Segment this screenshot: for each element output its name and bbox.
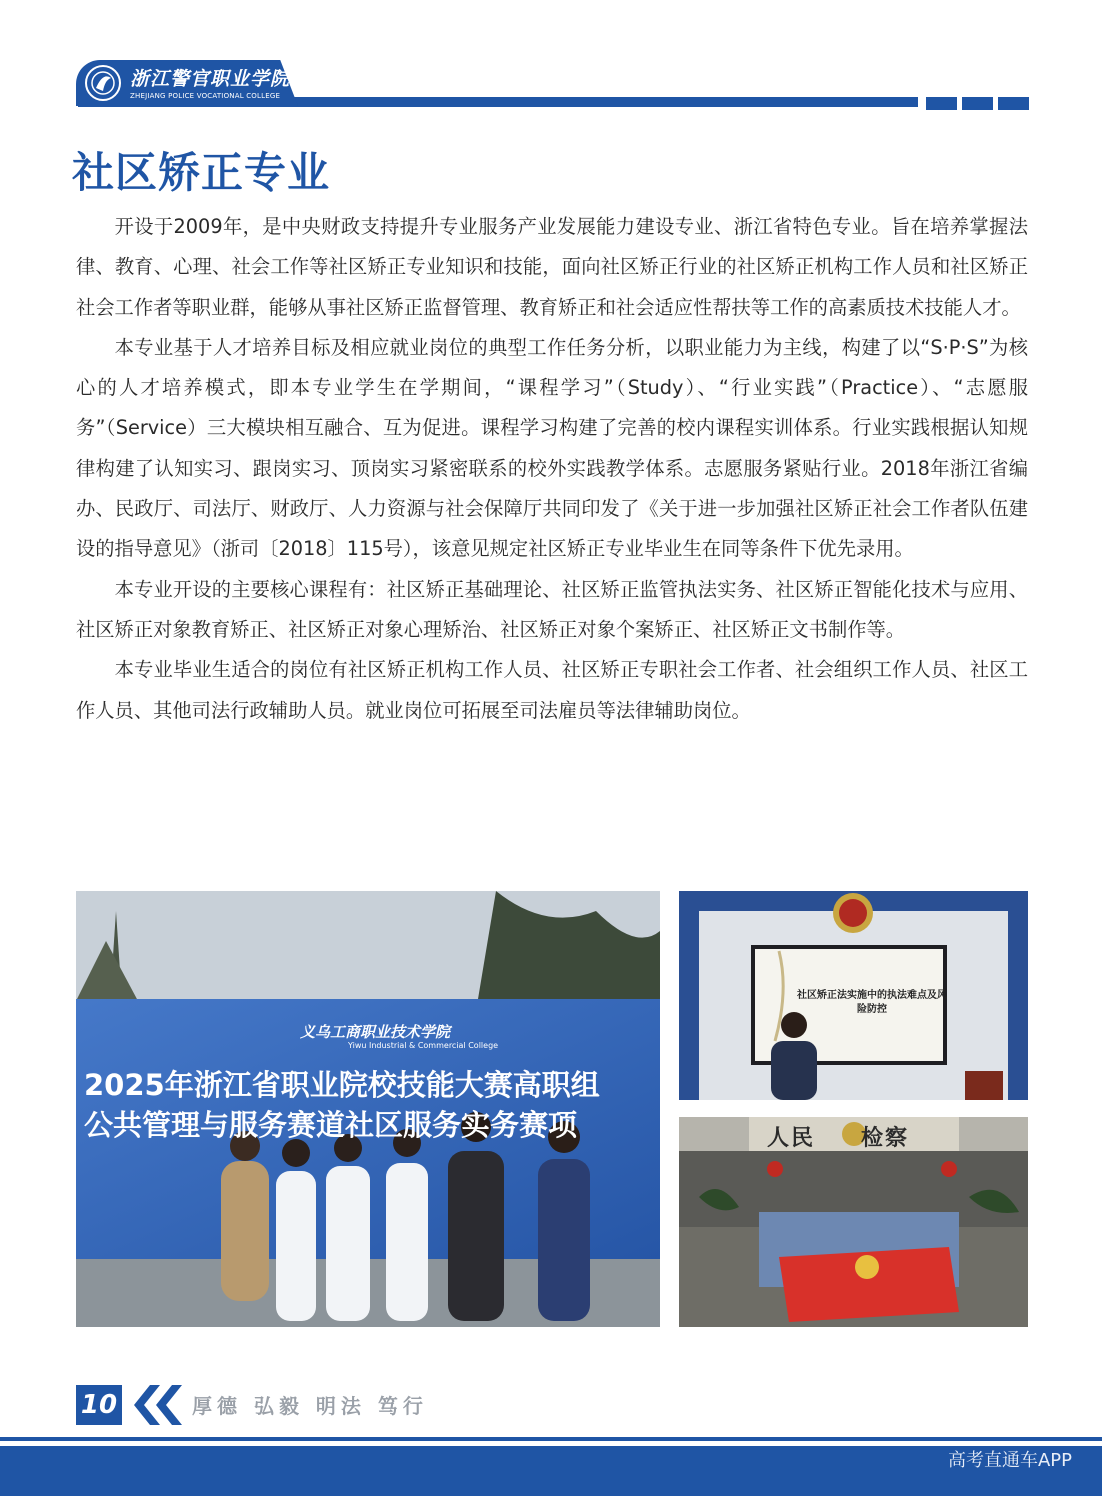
banner-title-line1: 2025年浙江省职业院校技能大赛高职组 xyxy=(84,1068,600,1102)
sign-text-left: 人民 xyxy=(767,1126,816,1151)
watermark: 高考直通车APP xyxy=(947,1450,1072,1471)
paragraph: 本专业开设的主要核心课程有：社区矫正基础理论、社区矫正监管执法实务、社区矫正智能化技术与应用、社区矫正对象教育矫正、社区矫正对象心理矫治、社区矫正对象个案矫正、社区矫正文书制作等。 xyxy=(76,577,1028,641)
header-school-name: 浙江警官职业学院 xyxy=(130,68,291,90)
banner-school-name: 义乌工商职业技术学院 xyxy=(300,1023,451,1041)
college-emblem-icon xyxy=(84,64,122,102)
footer-rule xyxy=(0,1437,1102,1441)
footer-bar xyxy=(0,1446,1102,1496)
header-school-name-en: ZHEJIANG POLICE VOCATIONAL COLLEGE xyxy=(130,92,281,100)
header-square xyxy=(962,97,993,110)
banner-school-name-en: Yiwu Industrial & Commercial College xyxy=(348,1041,499,1050)
page-number: 10 xyxy=(76,1385,122,1425)
motto: 厚德 弘毅 明法 笃行 xyxy=(192,1394,428,1418)
procuratorate-photo xyxy=(679,1117,1028,1327)
paragraph: 本专业毕业生适合的岗位有社区矫正机构工作人员、社区矫正专职社会工作者、社会组织工作人员、社区工作人员、其他司法行政辅助人员。就业岗位可拓展至司法雇员等法律辅助岗位。 xyxy=(76,658,1028,722)
page-title: 社区矫正专业 xyxy=(72,148,331,197)
double-chevron-left-icon xyxy=(128,1385,188,1425)
banner-title-line2: 公共管理与服务赛道社区服务实务赛项 xyxy=(84,1108,578,1142)
slide-title: 社区矫正法实施中的执法难点及风险防控 xyxy=(797,990,947,1015)
paragraph: 开设于2009年，是中央财政支持提升专业服务产业发展能力建设专业、浙江省特色专业。旨在培养掌握法律、教育、心理、社会工作等社区矫正专业知识和技能，面向社区矫正行业的社区矫正机构工作人员和社区矫正社会工作者等职业群，能够从事社区矫正监督管理、教育矫正和社会适应性帮扶等工作的高素质技术技能人才。 xyxy=(76,215,1028,319)
header-square xyxy=(926,97,957,110)
competition-photo xyxy=(76,891,660,1327)
header-square xyxy=(998,97,1029,110)
paragraph: 本专业基于人才培养目标及相应就业岗位的典型工作任务分析，以职业能力为主线，构建了以“S·P·S”为核心的人才培养模式，即本专业学生在学期间，“课程学习”（Study）、“行业实践”（Practice）、“志愿服务”（Service）三大模块相互融合、互为促进。课程学习构建了完善的校内课程实训体系。行业实践根据认知规律构建了认知实习、跟岗实习、顶岗实习紧密联系的校外实践教学体系。志愿服务紧贴行业。2018年浙江省编办、民政厅、司法厅、财政厅、人力资源与社会保障厅共同印发了《关于进一步加强社区矫正社会工作者队伍建设的指导意见》（浙司〔2018〕115号），该意见规定社区矫正专业毕业生在同等条件下优先录用。 xyxy=(76,335,1028,561)
lecture-photo xyxy=(679,891,1028,1100)
body-text xyxy=(76,207,1028,731)
sign-text-right: 检察 xyxy=(861,1126,910,1151)
